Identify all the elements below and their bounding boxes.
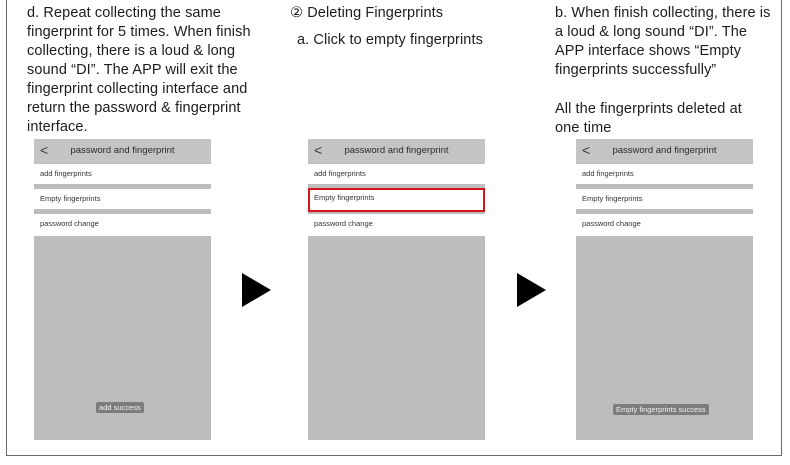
menu-item-empty-fingerprints-highlighted[interactable]: Empty fingerprints [308, 188, 485, 212]
back-icon[interactable]: < [40, 142, 49, 158]
section-heading: ② Deleting Fingerprints [290, 5, 444, 21]
back-icon[interactable]: < [314, 142, 323, 158]
app-header [34, 139, 211, 163]
header-title: password and fingerprint [612, 145, 717, 156]
menu-item-add-fingerprints[interactable]: add fingerprints [308, 164, 485, 184]
arrow-right-icon [517, 273, 546, 307]
menu-item-password-change[interactable]: password change [308, 214, 485, 236]
menu-item-password-change[interactable]: password change [34, 214, 211, 236]
deletion-note: All the fingerprints deleted at one time [555, 101, 742, 136]
app-header [576, 139, 753, 163]
toast-empty-success: Empty fingerprints success [613, 404, 709, 415]
phone-screen-add-success [34, 139, 211, 440]
menu-item-add-fingerprints[interactable]: add fingerprints [34, 164, 211, 184]
toast-add-success: add success [96, 402, 144, 413]
phone-screen-empty-click [308, 139, 485, 440]
header-title: password and fingerprint [70, 145, 175, 156]
header-title: password and fingerprint [344, 145, 449, 156]
menu-item-add-fingerprints[interactable]: add fingerprints [576, 164, 753, 184]
step-b-description: b. When finish collecting, there is a loud & long sound “DI”. The APP interface shows “Empty fingerprints successfully” [555, 5, 771, 78]
back-icon[interactable]: < [582, 142, 591, 158]
arrow-right-icon [242, 273, 271, 307]
step-a-description: a. Click to empty fingerprints [297, 32, 483, 48]
app-header [308, 139, 485, 163]
menu-item-empty-fingerprints[interactable]: Empty fingerprints [34, 189, 211, 209]
step-d-description: d. Repeat collecting the same fingerprint for 5 times. When finish collecting, there is a loud & long sound “DI”. The APP will exit the fingerprint collecting interface and return the password & fingerprint interface. [27, 5, 251, 135]
menu-item-empty-fingerprints[interactable]: Empty fingerprints [576, 189, 753, 209]
phone-screen-empty-success [576, 139, 753, 440]
menu-item-password-change[interactable]: password change [576, 214, 753, 236]
